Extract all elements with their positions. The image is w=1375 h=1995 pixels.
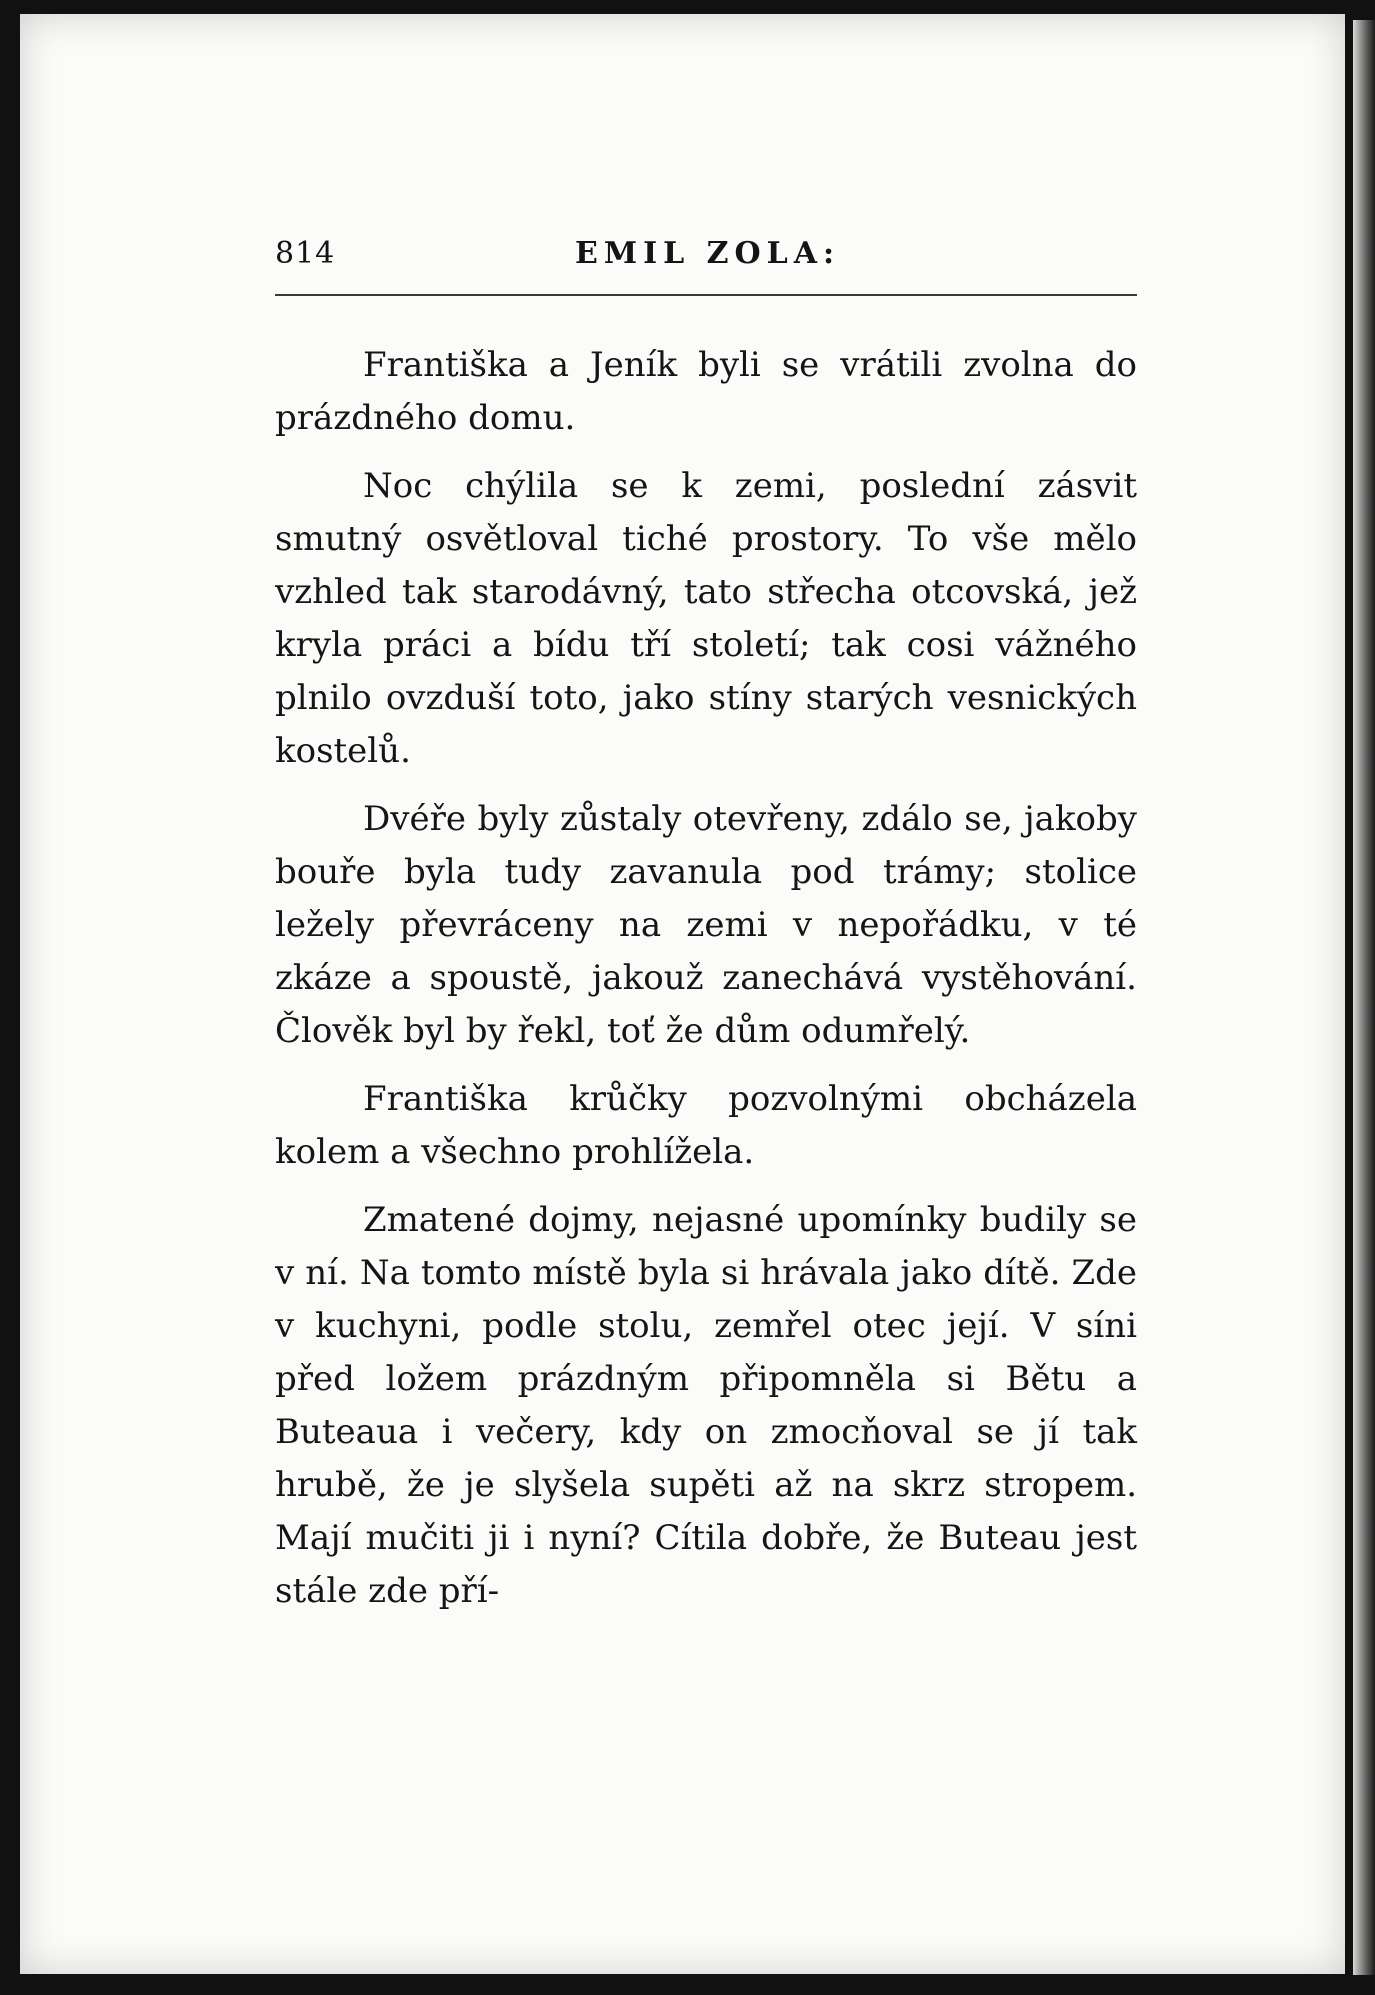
book-page xyxy=(20,14,1345,1974)
paragraph: Františka a Jeník byli se vrátili zvolna do prázdného domu. xyxy=(275,345,1137,438)
paragraph: Františka krůčky pozvolnými obcházela kolem a všechno prohlížela. xyxy=(275,1079,1137,1172)
page-header xyxy=(275,236,1137,286)
header-rule xyxy=(275,294,1137,296)
paragraph: Zmatené dojmy, nejasné upomínky budily se v ní. Na tomto místě byla si hrávala jako dítě. Zde v kuchyni, podle stolu, zemřel otec její. V síni před ložem prázdným připomněla si Bětu a Buteaua i večery, kdy on zmocňoval se jí tak hrubě, že je slyšela supěti až na skrz stropem. Mají mučiti ji i nyní? Cítila dobře, že Buteau jest stále zde pří- xyxy=(275,1200,1137,1611)
paragraph: Dvéře byly zůstaly otevřeny, zdálo se, jakoby bouře byla tudy zavanula pod trámy; stolice ležely převráceny na zemi v nepořádku, v té zkáze a spoustě, jakouž zanechává vystěhování. Člověk byl by řekl, toť že dům odumřelý. xyxy=(275,799,1137,1051)
running-head: EMIL ZOLA: xyxy=(575,236,841,271)
binding-edge xyxy=(1353,20,1375,1975)
paragraph: Noc chýlila se k zemi, poslední zásvit smutný osvětloval tiché prostory. To vše mělo vzhled tak starodávný, tato střecha otcovská, jež kryla práci a bídu tří století; tak cosi vážného plnilo ovzduší toto, jako stíny starých vesnických kostelů. xyxy=(275,466,1137,771)
body-text xyxy=(275,339,1137,1633)
page-number: 814 xyxy=(275,236,336,271)
